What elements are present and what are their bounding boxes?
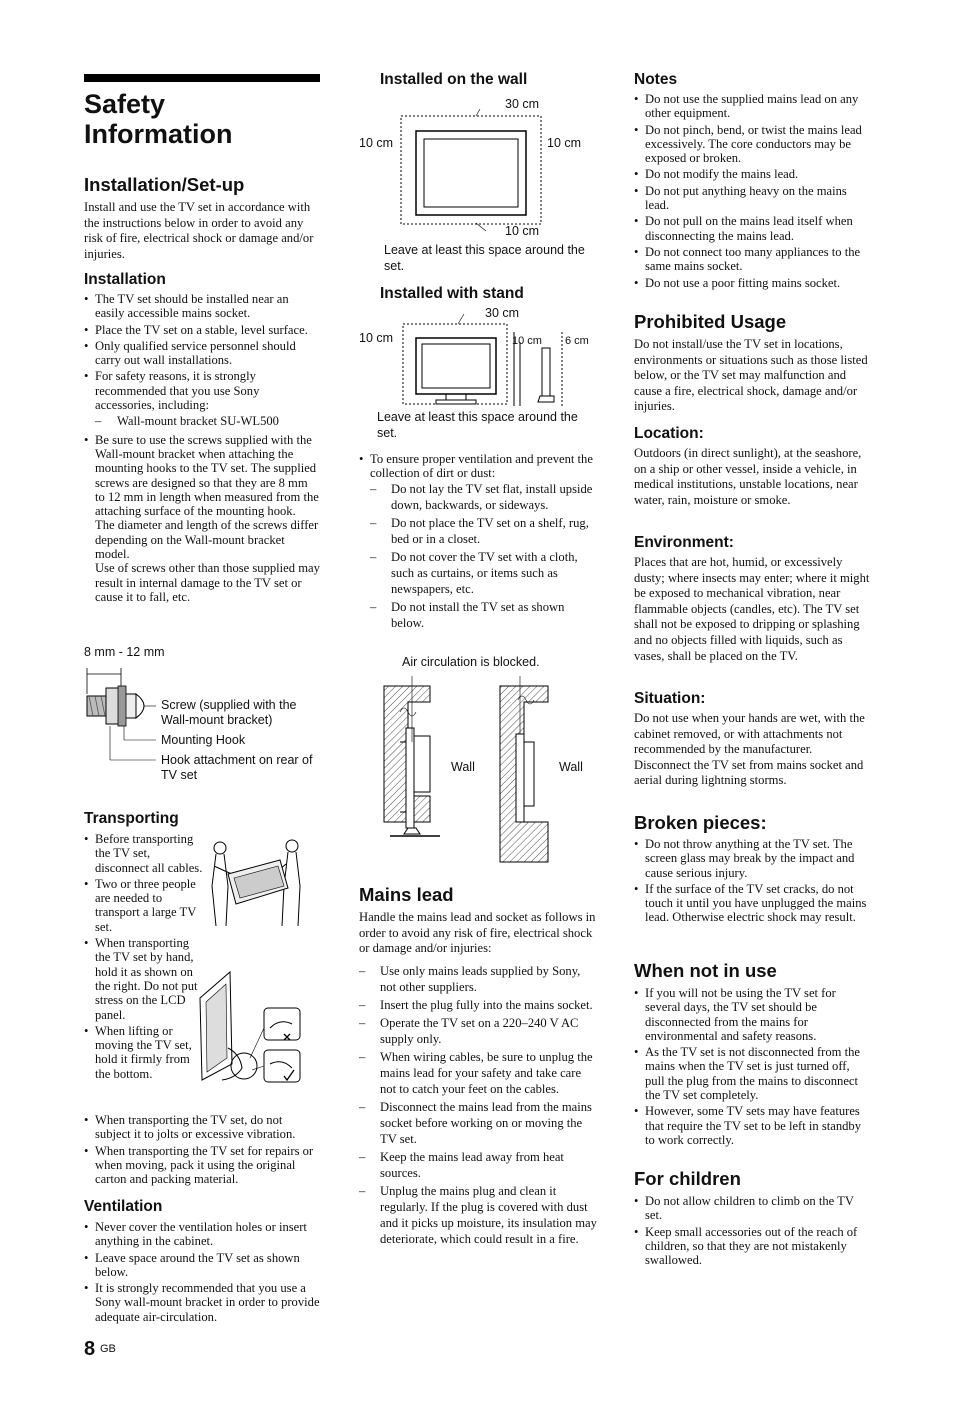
stand-back-label: 6 cm (565, 335, 589, 347)
environment-heading: Environment: (634, 534, 734, 551)
list-item: • Two or three people are needed to transport a large TV set. (84, 877, 204, 934)
list-item: • Be sure to use the screws supplied with the Wall-mount bracket when attaching the mounting hooks to the TV set. The supplied screws are designed so that they are 8 mm to 12 mm in length when measured from the attaching surface of the mounting hook. The diameter and length of the screws differ depending on the Wall-mount bracket model. Use of screws other than those supplied may result in internal damage to the TV set or cause it to fall, etc. (84, 433, 320, 605)
not-in-use-list (634, 986, 872, 1149)
hold-tv-illustration (192, 968, 307, 1086)
ventilation-prevent-list (370, 481, 599, 633)
list-item: • However, some TV sets may have features that require the TV set to be left in standby to work correctly. (634, 1104, 872, 1147)
situation-text: Do not use when your hands are wet, with the cabinet removed, or with attachments not recommended by the manufacturer. Disconnect the TV set from mains socket and aerial during lightning storms. (634, 711, 865, 788)
attachment-label: Hook attachment on rear of TV set (161, 753, 313, 782)
notes-list (634, 92, 872, 292)
page-number: 8 (84, 1338, 96, 1360)
list-item: – Disconnect the mains lead from the mains socket before working on or moving the TV set. (359, 1099, 599, 1147)
for-children-heading: For children (634, 1168, 741, 1189)
list-item: – Do not place the TV set on a shelf, rug, bed or in a closet. (370, 515, 599, 547)
wall-left-tag: Wall (451, 760, 475, 774)
list-item: • Leave space around the TV set as shown below. (84, 1251, 320, 1280)
mains-lead-intro: Handle the mains lead and socket as follows in order to avoid any risk of fire, electrical shock or damage and/or injuries: (359, 910, 596, 956)
prohibited-intro: Do not install/use the TV set in locations, environments or situations such as those listed below, or the TV set may malfunction and cause a fire, electrical shock, damage and/or injuries. (634, 337, 868, 414)
wall-top-label: 30 cm (505, 97, 540, 111)
screw-label: Screw (supplied with the Wall-mount bracket) (161, 698, 297, 727)
list-item: • If you will not be using the TV set for several days, the TV set should be disconnected from the mains for environmental and safety reasons. (634, 986, 872, 1043)
for-children-list (634, 1194, 872, 1269)
list-item: • Do not modify the mains lead. (634, 167, 872, 181)
title-rule (84, 74, 320, 82)
prohibited-heading: Prohibited Usage (634, 311, 787, 332)
wall-caption: Leave at least this space around the set. (384, 243, 585, 273)
environment-text: Places that are hot, humid, or excessively dusty; where insects may enter; where it might be exposed to mechanical vibration, near flammable objects (candles, etc). The TV set shall not be exposed to dripping or splashing and no objects filled with liquids, such as vases, shall be placed on the TV. (634, 555, 870, 663)
stand-caption: Leave at least this space around the set. (377, 410, 578, 440)
list-item: • Only qualified service personnel should carry out wall installations. (84, 339, 320, 368)
mains-lead-heading: Mains lead (359, 884, 454, 905)
list-item: • Place the TV set on a stable, level surface. (84, 323, 320, 337)
stand-clearance-diagram (402, 318, 572, 406)
list-item: • Do not connect too many appliances to the same mains socket. (634, 245, 872, 274)
wall-clearance-diagram (400, 115, 545, 225)
transporting-list-wide (84, 1113, 320, 1188)
broken-pieces-heading: Broken pieces: (634, 812, 767, 833)
wall-right-label: 10 cm (547, 136, 582, 150)
ventilation-intro-list (359, 452, 599, 483)
list-item: • When lifting or moving the TV set, hold it firmly from the bottom. (84, 1024, 204, 1081)
list-item: – When wiring cables, be sure to unplug the mains lead for your safety and take care not to catch your feet on the cables. (359, 1049, 599, 1097)
not-in-use-heading: When not in use (634, 960, 777, 981)
list-item: – Do not install the TV set as shown below. (370, 599, 599, 631)
list-item: – Unplug the mains plug and clean it regularly. If the plug is covered with dust and it picks up moisture, its insulation may deteriorate, which could result in a fire. (359, 1183, 599, 1247)
hook-label: Mounting Hook (161, 733, 246, 747)
broken-pieces-list (634, 837, 872, 927)
list-item: • To ensure proper ventilation and prevent the collection of dirt or dust: (359, 452, 599, 481)
list-item: • It is strongly recommended that you use a Sony wall-mount bracket in order to provide adequate air-circulation. (84, 1281, 320, 1324)
list-item: • Do not allow children to climb on the TV set. (634, 1194, 872, 1223)
two-people-carrying-illustration (206, 836, 306, 931)
transporting-list-narrow (84, 832, 204, 1083)
list-item: • When transporting the TV set, do not subject it to jolts or excessive vibration. (84, 1113, 320, 1142)
situation-heading: Situation: (634, 690, 706, 707)
list-item: • For safety reasons, it is strongly recommended that you use Sony accessories, including: – Wall-mount bracket SU-WL500 (84, 369, 320, 428)
list-item: – Do not cover the TV set with a cloth, such as curtains, or items such as newspapers, etc. (370, 549, 599, 597)
installed-on-wall-heading: Installed on the wall (380, 71, 528, 88)
page-suffix: GB (100, 1343, 116, 1355)
list-item: • Do not throw anything at the TV set. The screen glass may break by the impact and cause serious injury. (634, 837, 872, 880)
ventilation-heading: Ventilation (84, 1198, 163, 1215)
installation-setup-intro: Install and use the TV set in accordance with the instructions below in order to avoid any risk of fire, electrical shock or damage and/or injuries. (84, 200, 314, 261)
wall-right-tag: Wall (559, 760, 583, 774)
transporting-heading: Transporting (84, 810, 179, 827)
wall-left-label: 10 cm (359, 136, 394, 150)
page-title: Safety Information (84, 89, 233, 149)
installation-list (84, 292, 320, 606)
list-item: • As the TV set is not disconnected from the mains when the TV set is just turned off, pull the plug from the mains to disconnect the TV set completely. (634, 1045, 872, 1102)
location-heading: Location: (634, 425, 704, 442)
installed-with-stand-heading: Installed with stand (380, 285, 524, 302)
list-item: • Do not use a poor fitting mains socket. (634, 276, 872, 290)
installation-heading: Installation (84, 271, 166, 288)
stand-left-label: 10 cm (359, 331, 394, 345)
list-item: – Keep the mains lead away from heat sources. (359, 1149, 599, 1181)
list-item: • Do not pinch, bend, or twist the mains lead excessively. The core conductors may be exposed or broken. (634, 123, 872, 166)
stand-top-label: 30 cm (485, 306, 520, 320)
list-item: • When transporting the TV set for repairs or when moving, pack it using the original carton and packing material. (84, 1144, 320, 1187)
list-item: – Use only mains leads supplied by Sony, not other suppliers. (359, 963, 599, 995)
list-item: – Operate the TV set on a 220–240 V AC supply only. (359, 1015, 599, 1047)
stand-right-label: 10 cm (512, 335, 542, 347)
list-item: • Do not put anything heavy on the mains lead. (634, 184, 872, 213)
location-text: Outdoors (in direct sunlight), at the seashore, on a ship or other vessel, inside a vehicle, in medical institutions, unstable locations, near water, rain, moisture or smoke. (634, 446, 862, 507)
notes-heading: Notes (634, 71, 678, 88)
list-item: • When transporting the TV set by hand, hold it as shown on the right. Do not put stress on the LCD panel. (84, 936, 204, 1022)
air-caption: Air circulation is blocked. (402, 655, 540, 669)
list-item: • Keep small accessories out of the reach of children, so that they are not mistakenly swallowed. (634, 1225, 872, 1268)
installation-setup-heading: Installation/Set-up (84, 174, 245, 195)
list-item: • Before transporting the TV set, disconnect all cables. (84, 832, 204, 875)
wall-bottom-label: 10 cm (505, 224, 540, 238)
list-item: • Do not pull on the mains lead itself when disconnecting the mains lead. (634, 214, 872, 243)
screw-length-label: 8 mm - 12 mm (84, 645, 165, 659)
sub-item: – Wall-mount bracket SU-WL500 (95, 414, 279, 429)
list-item: • The TV set should be installed near an easily accessible mains socket. (84, 292, 320, 321)
list-item: • Never cover the ventilation holes or insert anything in the cabinet. (84, 1220, 320, 1249)
list-item: – Do not lay the TV set flat, install upside down, backwards, or sideways. (370, 481, 599, 513)
list-item: – Insert the plug fully into the mains socket. (359, 997, 599, 1013)
list-item: • Do not use the supplied mains lead on any other equipment. (634, 92, 872, 121)
mains-lead-list (359, 963, 599, 1249)
list-item: • If the surface of the TV set cracks, do not touch it until you have unplugged the mains lead. Otherwise electric shock may result. (634, 882, 872, 925)
ventilation-list (84, 1220, 320, 1326)
